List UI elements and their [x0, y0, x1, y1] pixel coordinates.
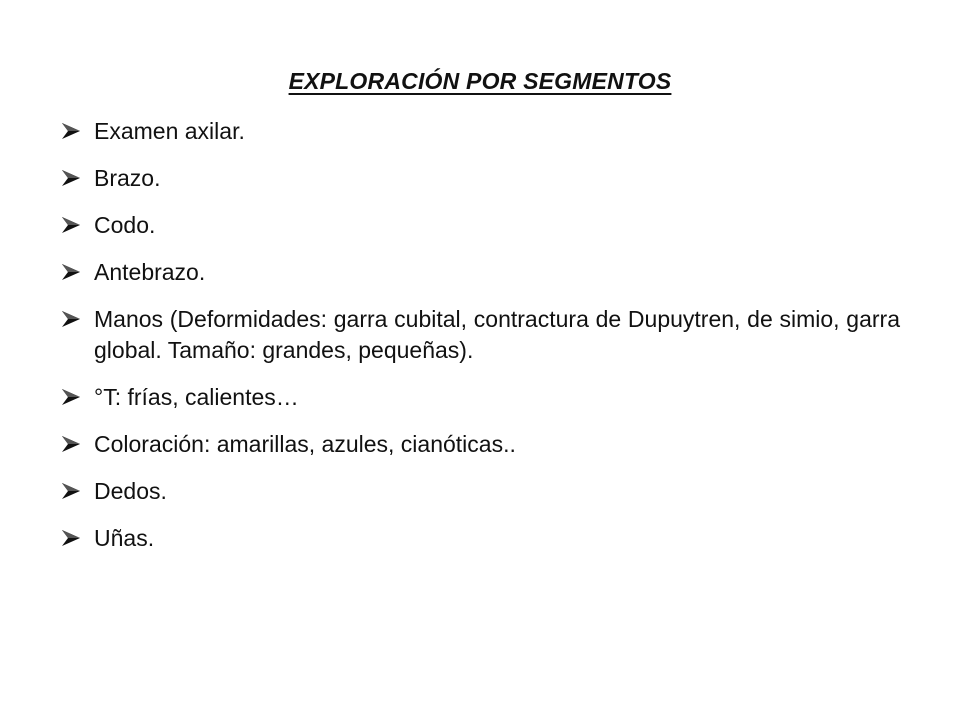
bullet-item-unas [60, 523, 900, 554]
bullet-item-codo [60, 210, 900, 241]
slide-title: EXPLORACIÓN POR SEGMENTOS [288, 68, 672, 94]
arrowhead-bullet-icon [60, 434, 82, 454]
bullet-text: Coloración: amarillas, azules, cianóticas.. [94, 431, 516, 457]
bullet-text: Examen axilar. [94, 118, 245, 144]
arrowhead-bullet-icon [60, 121, 82, 141]
bullet-item-dedos [60, 476, 900, 507]
bullet-item-antebrazo [60, 257, 900, 288]
arrowhead-bullet-icon [60, 528, 82, 548]
bullet-text: Antebrazo. [94, 259, 206, 285]
bullet-item-examen-axilar [60, 116, 900, 147]
bullet-text: °T: frías, calientes… [94, 384, 299, 410]
arrowhead-bullet-icon [60, 309, 82, 329]
bullet-item-coloracion [60, 429, 900, 460]
bullet-text: Uñas. [94, 525, 155, 551]
bullet-list [60, 116, 900, 570]
bullet-item-brazo [60, 163, 900, 194]
bullet-text: Brazo. [94, 165, 161, 191]
bullet-text: Dedos. [94, 478, 167, 504]
arrowhead-bullet-icon [60, 481, 82, 501]
arrowhead-bullet-icon [60, 215, 82, 235]
bullet-item-temperatura [60, 382, 900, 413]
arrowhead-bullet-icon [60, 387, 82, 407]
bullet-item-manos [60, 304, 900, 366]
arrowhead-bullet-icon [60, 168, 82, 188]
bullet-text: Manos (Deformidades: garra cubital, contractura de Dupuytren, de simio, garra global. Tamaño: grandes, pequeñas). [94, 306, 900, 363]
arrowhead-bullet-icon [60, 262, 82, 282]
bullet-text: Codo. [94, 212, 156, 238]
